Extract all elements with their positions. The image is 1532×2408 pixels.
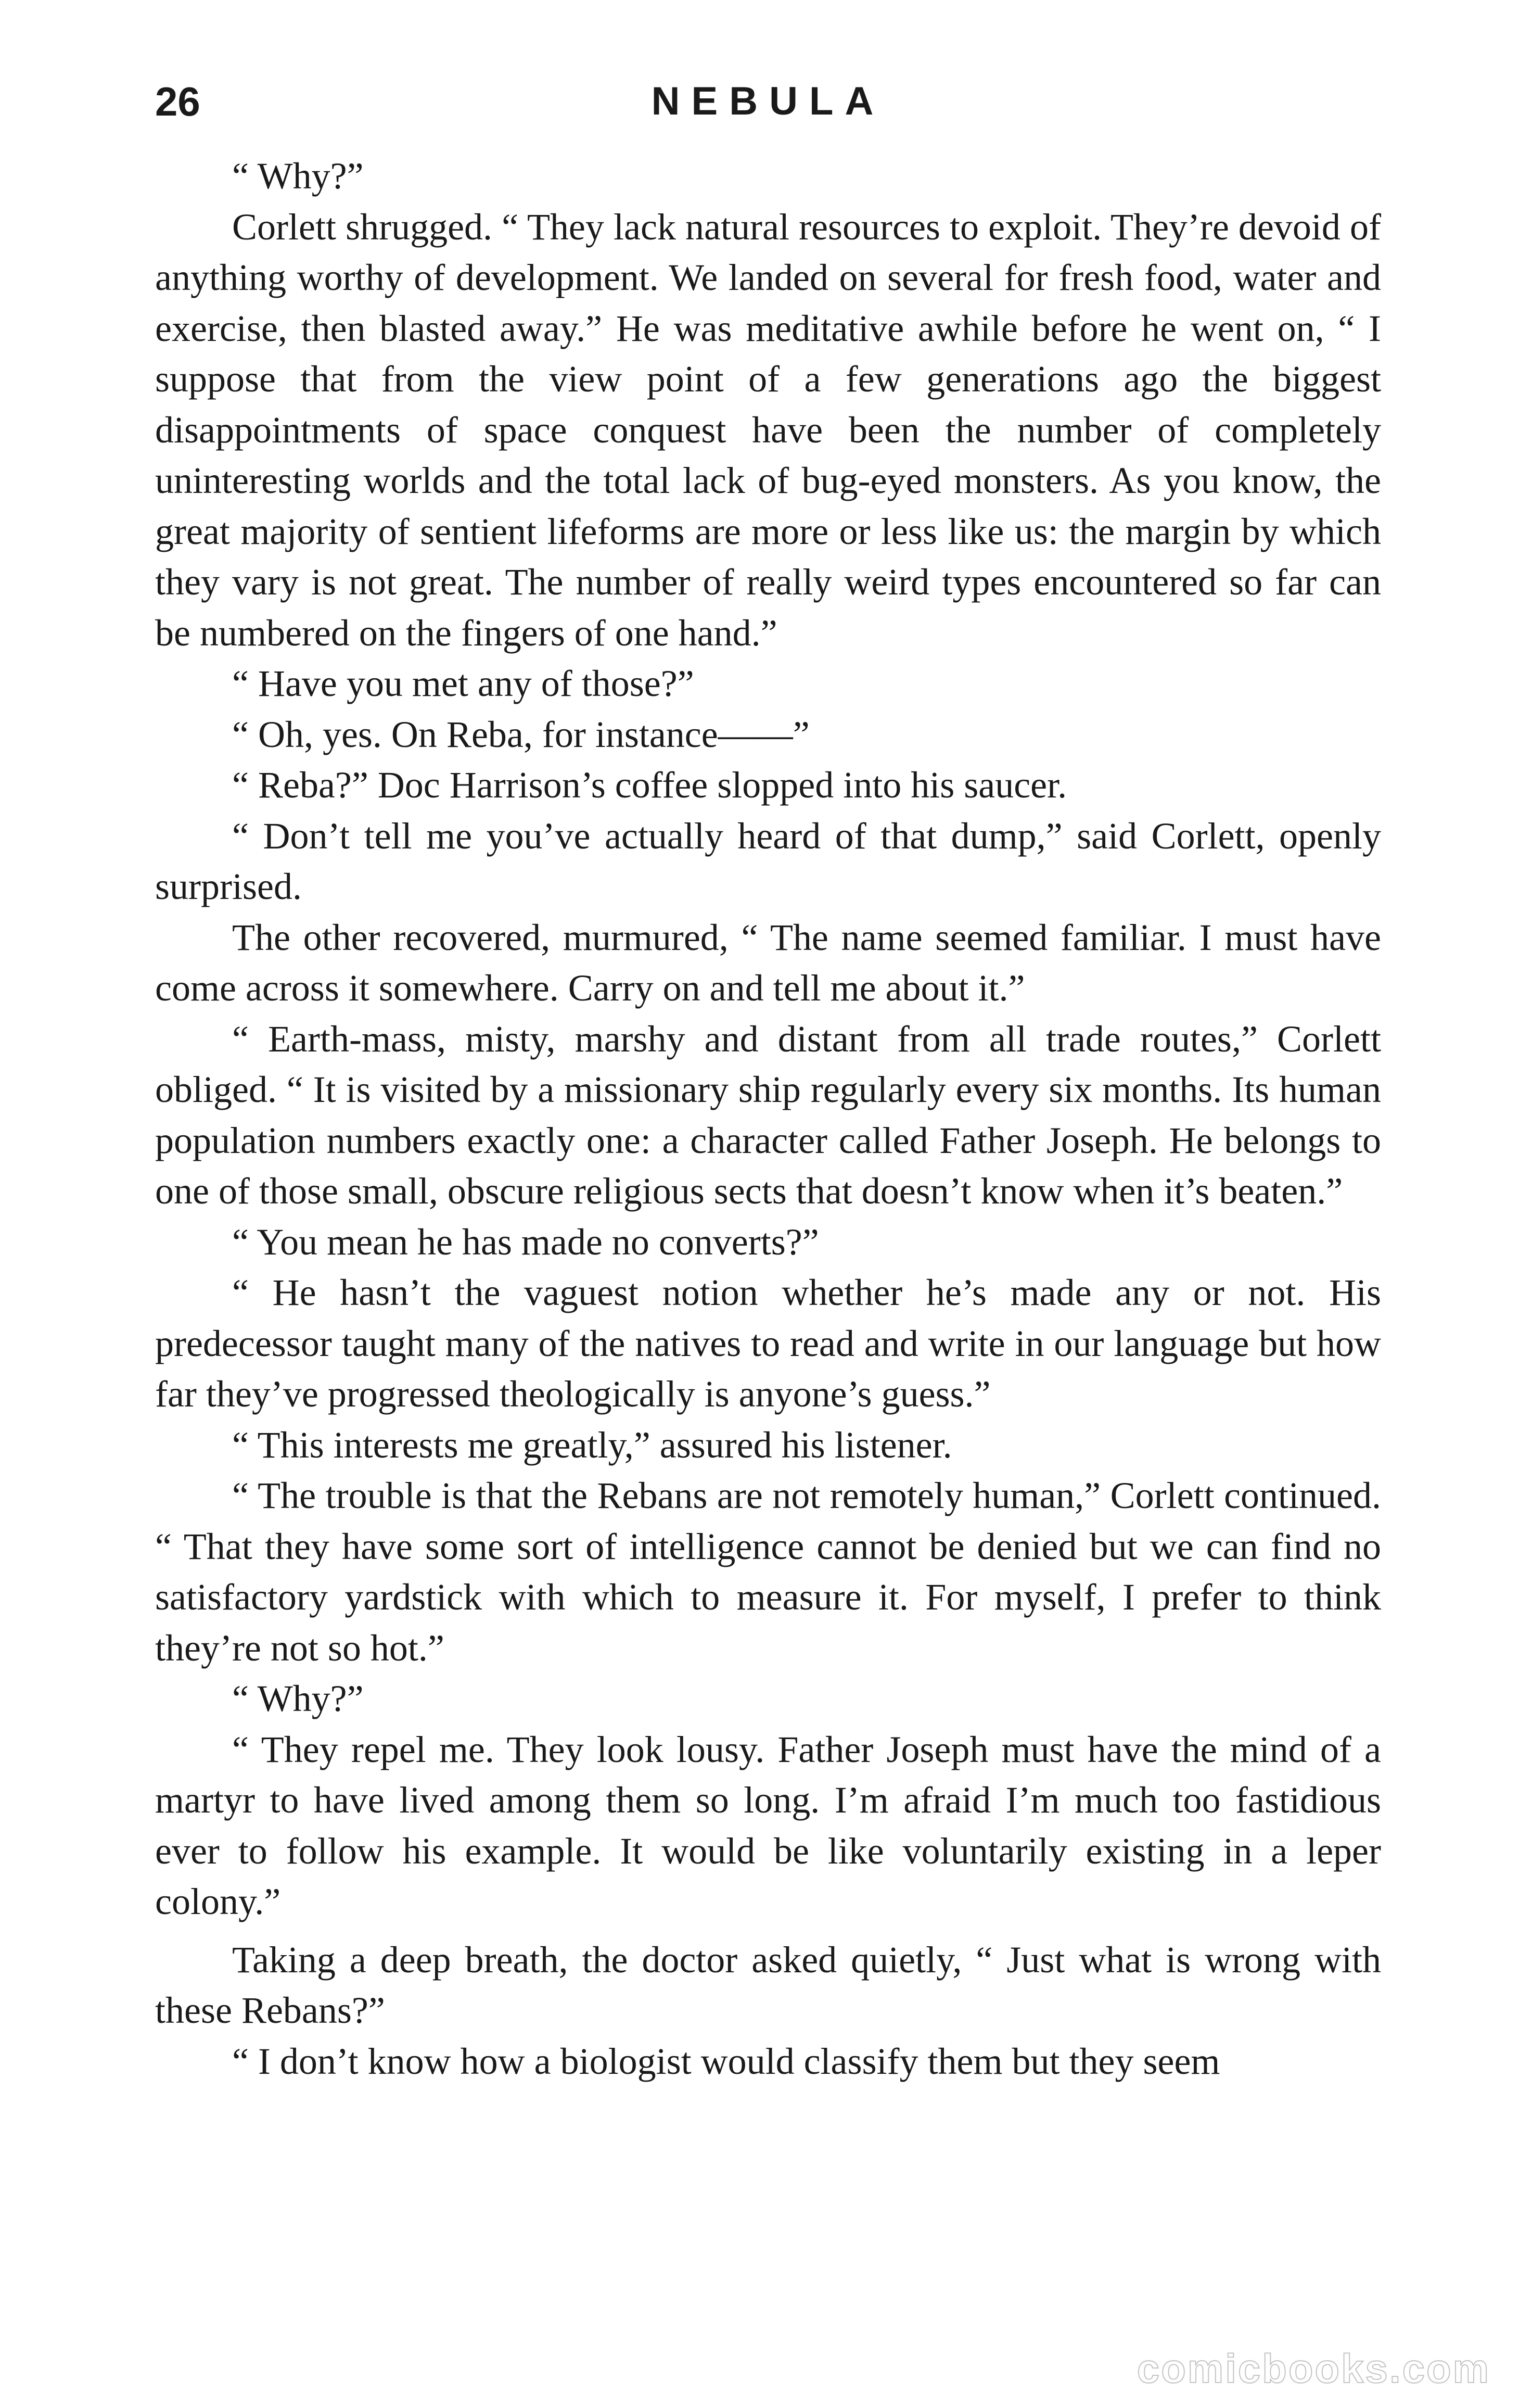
- paragraph: “ Why?”: [232, 1678, 364, 1719]
- book-page: [155, 73, 1381, 2087]
- paragraph: “ Don’t tell me you’ve actually heard of that dump,” said Corlett, openly surprised.: [155, 815, 1381, 907]
- paragraph: “ You mean he has made no converts?”: [232, 1221, 819, 1263]
- paragraph: “ They repel me. They look lousy. Father Joseph must have the mind of a martyr to have lived among them so long. I’m afraid I’m much too fastidious ever to follow his example. It would be like voluntarily existing in a leper colony.”: [155, 1728, 1381, 1922]
- page-header: [155, 73, 1381, 130]
- watermark: comicbooks.com: [1137, 2346, 1490, 2391]
- paragraph: The other recovered, murmured, “ The name seemed familiar. I must have come across it somewhere. Carry on and tell me about it.”: [155, 916, 1381, 1009]
- paragraph: “ Have you met any of those?”: [232, 663, 694, 704]
- paragraph: “ He hasn’t the vaguest notion whether he’s made any or not. His predecessor taught many of the natives to read and write in our language but how far they’ve progressed theologically is anyone’s guess.”: [155, 1272, 1381, 1415]
- running-title: NEBULA: [651, 79, 885, 123]
- paragraph: Taking a deep breath, the doctor asked quietly, “ Just what is wrong with these Rebans?”: [155, 1938, 1381, 2031]
- page-number: 26: [155, 79, 200, 124]
- paragraph: “ Why?”: [232, 155, 364, 197]
- paragraph: “ Oh, yes. On Reba, for instance——”: [232, 713, 810, 755]
- paragraph: “ Reba?” Doc Harrison’s coffee slopped into his saucer.: [232, 764, 1067, 806]
- page-body: [155, 151, 1381, 2087]
- paragraph: Corlett shrugged. “ They lack natural resources to exploit. They’re devoid of anything worthy of development. We landed on several for fresh food, water and exercise, then blasted away.” He was meditative awhile before he went on, “ I suppose that from the view point of a few generations ago the biggest disappointments of space conquest have been the number of completely uninteresting worlds and the total lack of bug-eyed monsters. As you know, the great majority of sentient lifeforms are more or less like us: the margin by which they vary is not great. The number of really weird types encountered so far can be numbered on the fingers of one hand.”: [155, 206, 1381, 654]
- paragraph: “ Earth-mass, misty, marshy and distant from all trade routes,” Corlett obliged. “ It is visited by a missionary ship regularly every six months. Its human population numbers exactly one: a character called Father Joseph. He belongs to one of those small, obscure religious sects that doesn’t know when it’s beaten.”: [155, 1018, 1381, 1212]
- paragraph: “ This interests me greatly,” assured his listener.: [232, 1424, 952, 1466]
- paragraph: “ I don’t know how a biologist would classify them but they seem: [232, 2040, 1220, 2082]
- paragraph: “ The trouble is that the Rebans are not remotely human,” Corlett continued. “ That they have some sort of intelligence cannot be denied but we can find no satisfactory yardstick with which to measure it. For myself, I prefer to think they’re not so hot.”: [155, 1475, 1381, 1669]
